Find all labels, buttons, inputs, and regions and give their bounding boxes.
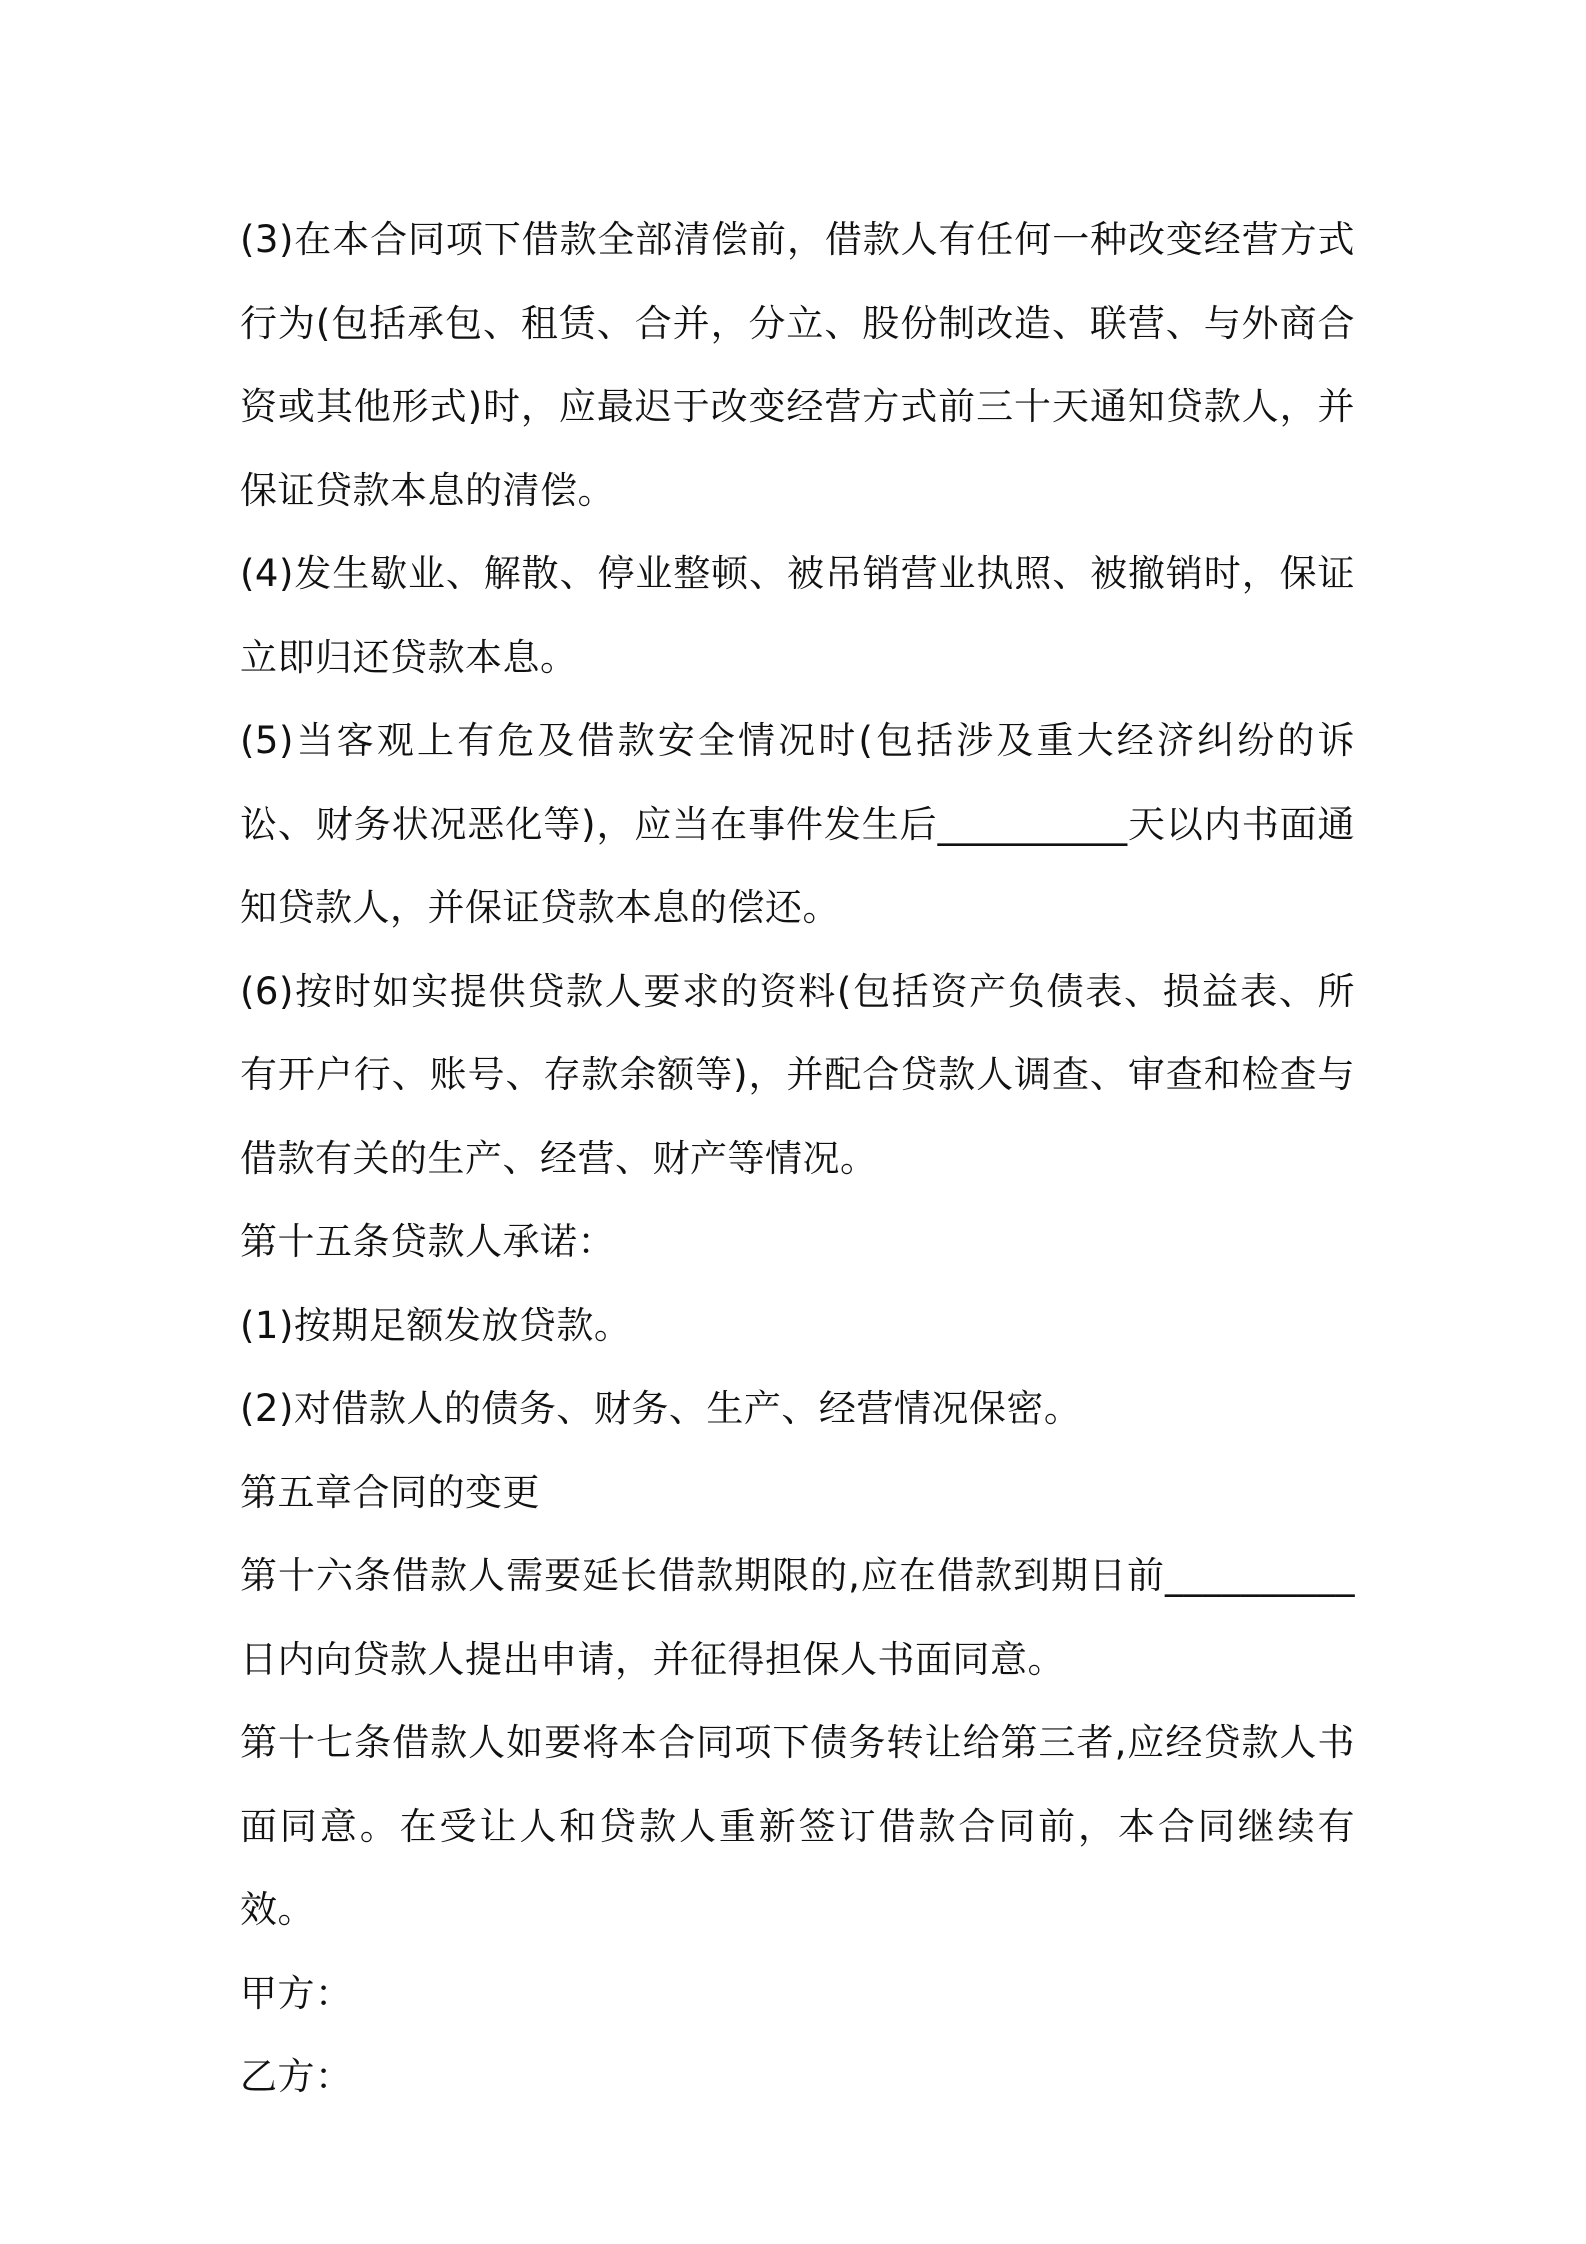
article-17-paragraph: 第十七条借款人如要将本合同项下债务转让给第三者,应经贷款人书面同意。在受让人和贷款人重新签订借款合同前，本合同继续有效。 [240,1721,1355,1931]
clause-3-paragraph: (3)在本合同项下借款全部清偿前，借款人有任何一种改变经营方式行为(包括承包、租赁、合并，分立、股份制改造、联营、与外商合资或其他形式)时，应最迟于改变经营方式前三十天通知贷款人，并保证贷款本息的清偿。 [240,218,1355,512]
article-16-paragraph: 第十六条借款人需要延长借款期限的,应在借款到期日前__________日内向贷款人提出申请，并征得担保人书面同意。 [240,1554,1355,1681]
chapter-5-heading: 第五章合同的变更 [240,1470,540,1514]
party-b-label: 乙方： [240,2055,353,2098]
clause-5-paragraph: (5)当客观上有危及借款安全情况时(包括涉及重大经济纠纷的诉讼、财务状况恶化等)，应当在事件发生后__________天以内书面通知贷款人，并保证贷款本息的偿还。 [240,719,1355,929]
clause-4-paragraph: (4)发生歇业、解散、停业整顿、被吊销营业执照、被撤销时，保证立即归还贷款本息。 [240,552,1355,679]
party-a-label: 甲方： [240,1971,353,2015]
clause-6-paragraph: (6)按时如实提供贷款人要求的资料(包括资产负债表、损益表、所有开户行、账号、存款余额等)，并配合贷款人调查、审查和检查与借款有关的生产、经营、财产等情况。 [240,969,1355,1180]
document-body [240,198,1355,2119]
article-15-heading: 第十五条贷款人承诺： [240,1220,615,1263]
article-15-item-1: (1)按期足额发放贷款。 [240,1303,632,1347]
article-15-item-2: (2)对借款人的债务、财务、生产、经营情况保密。 [240,1387,1082,1430]
